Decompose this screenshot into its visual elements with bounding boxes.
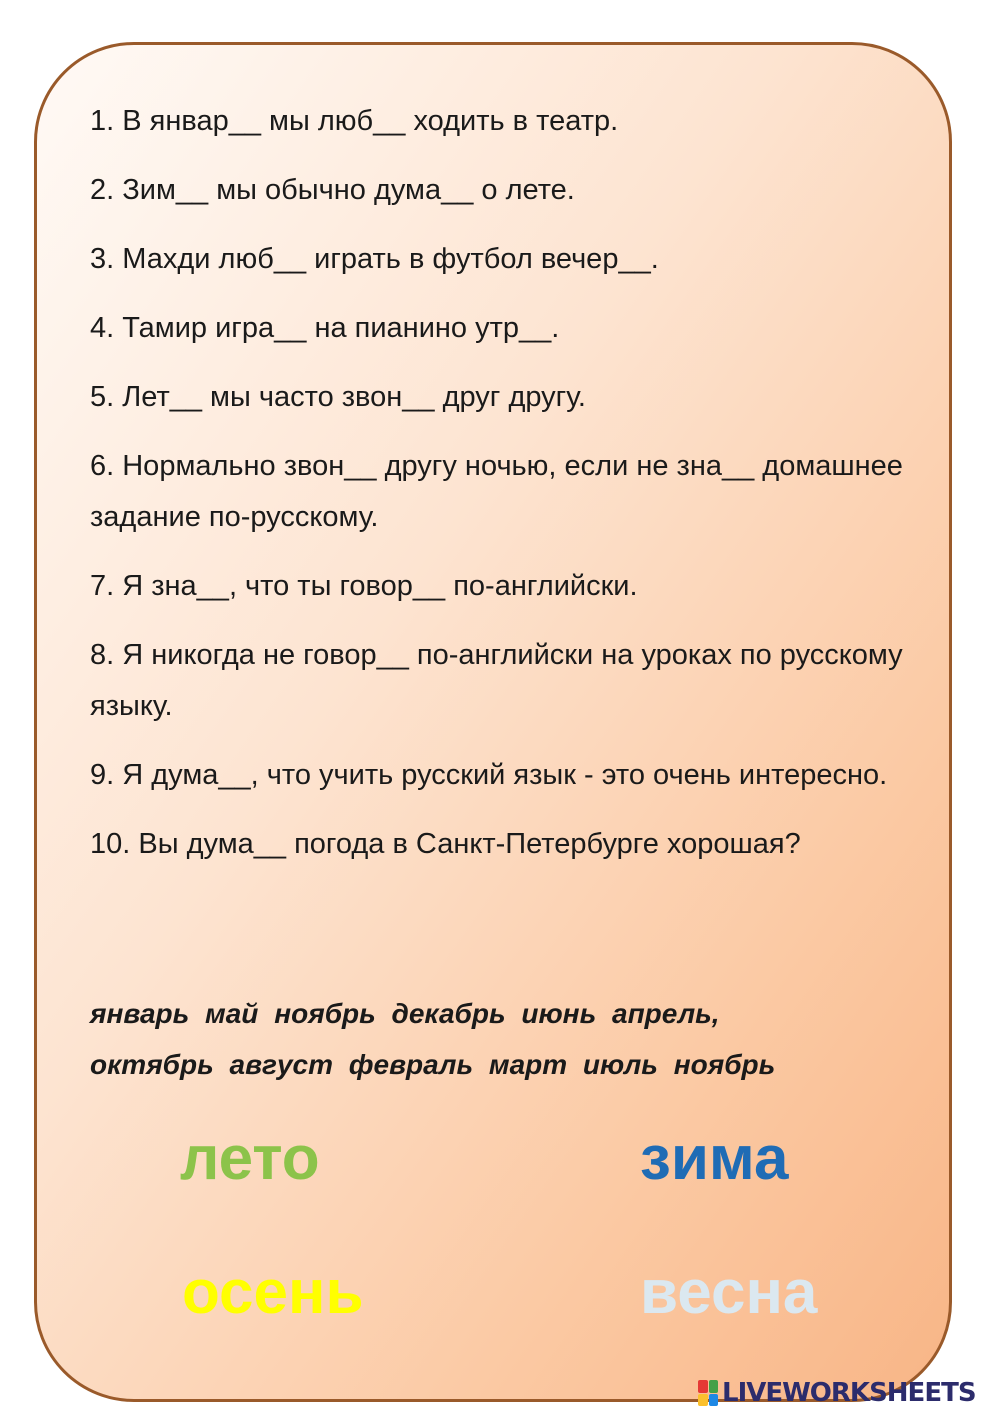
- season-winter: зима: [640, 1124, 789, 1193]
- sentence-list: [90, 96, 920, 888]
- sentence-2: 2. Зим__ мы обычно дума__ о лете.: [90, 174, 575, 206]
- word-bank: [90, 988, 920, 1090]
- word-bank-line-2: октябрь август февраль март июль ноябрь: [90, 1049, 776, 1080]
- sentence-3: 3. Махди люб__ играть в футбол вечер__.: [90, 243, 659, 275]
- sentence-6: 6. Нормально звон__ другу ночью, если не зна__ домашнее задание по-русскому.: [90, 450, 903, 533]
- sentence-10: 10. Вы дума__ погода в Санкт-Петербурге хорошая?: [90, 828, 801, 860]
- season-spring: весна: [640, 1258, 818, 1327]
- logo-text: LIVEWORKSHEETS: [722, 1378, 976, 1408]
- season-summer: лето: [180, 1124, 320, 1193]
- liveworksheets-logo: [698, 1378, 976, 1408]
- season-autumn: осень: [182, 1258, 364, 1327]
- sentence-4: 4. Тамир игра__ на пианино утр__.: [90, 312, 560, 344]
- sentence-9: 9. Я дума__, что учить русский язык - это очень интересно.: [90, 759, 888, 791]
- sentence-8: 8. Я никогда не говор__ по-английски на уроках по русскому языку.: [90, 639, 903, 722]
- word-bank-line-1: январь май ноябрь декабрь июнь апрель,: [90, 998, 720, 1029]
- sentence-7: 7. Я зна__, что ты говор__ по-английски.: [90, 570, 638, 602]
- logo-badge-icon: [698, 1380, 718, 1406]
- sentence-5: 5. Лет__ мы часто звон__ друг другу.: [90, 381, 586, 413]
- sentence-1: 1. В январ__ мы люб__ ходить в театр.: [90, 105, 619, 137]
